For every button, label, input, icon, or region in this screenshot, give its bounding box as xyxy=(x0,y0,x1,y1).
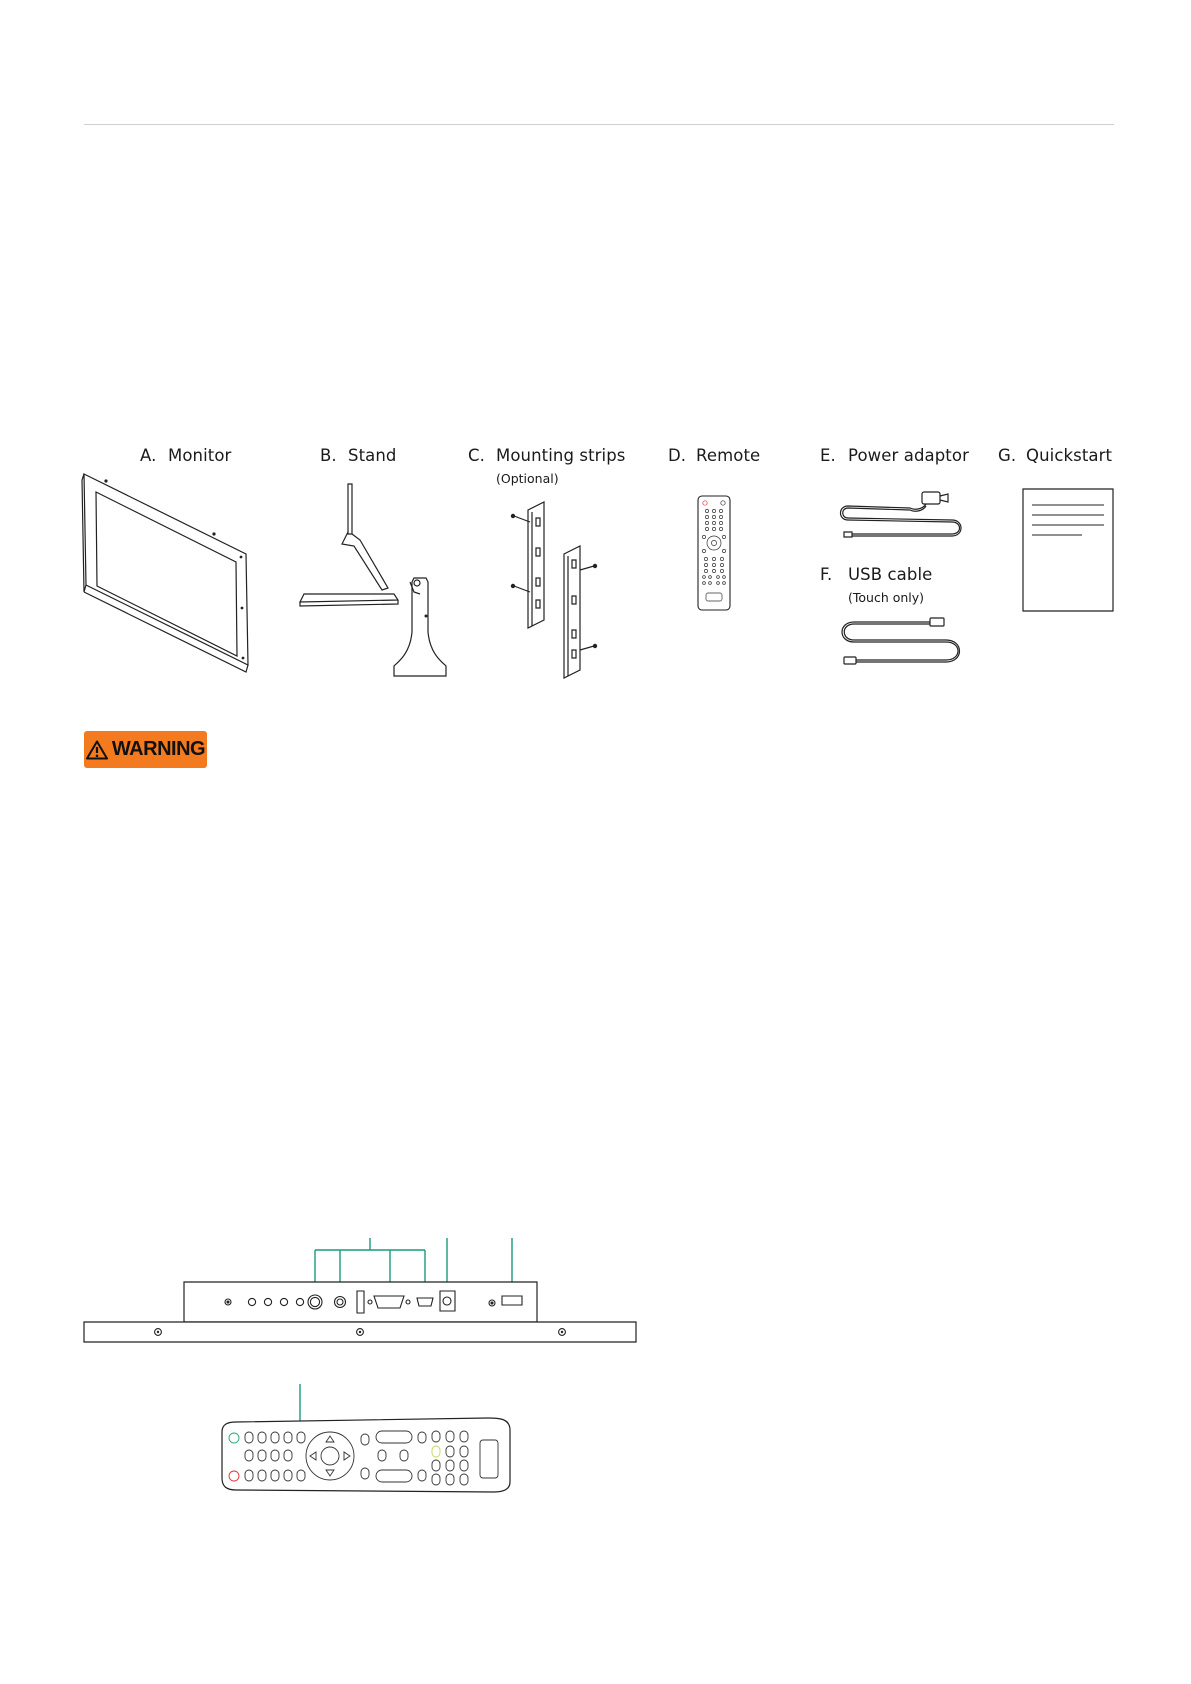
remote-horizontal-diagram xyxy=(218,1382,518,1494)
warning-triangle-icon xyxy=(86,740,108,760)
item-a-label: A. Monitor xyxy=(140,446,232,465)
mounting-strips-illustration xyxy=(510,500,600,680)
usb-cable-illustration xyxy=(834,616,966,666)
item-e-label: E. Power adaptor xyxy=(820,446,969,465)
remote-illustration xyxy=(697,495,731,611)
item-c-note: (Optional) xyxy=(496,471,559,486)
item-c-label: C. Mounting strips xyxy=(468,446,626,465)
port-panel-diagram xyxy=(80,1236,640,1342)
item-g-label: G. Quickstart xyxy=(998,446,1113,465)
warning-badge xyxy=(84,731,207,768)
warning-text: WARNING xyxy=(111,738,206,760)
quickstart-illustration xyxy=(1022,488,1114,612)
item-f-label: F. USB cable xyxy=(820,565,933,584)
item-b-label: B. Stand xyxy=(320,446,397,465)
monitor-illustration xyxy=(80,468,255,668)
stand-illustration xyxy=(296,482,456,677)
power-adaptor-illustration xyxy=(834,488,966,538)
item-d-label: D. Remote xyxy=(668,446,761,465)
item-f-note: (Touch only) xyxy=(848,590,925,605)
header-rule xyxy=(84,124,1114,125)
